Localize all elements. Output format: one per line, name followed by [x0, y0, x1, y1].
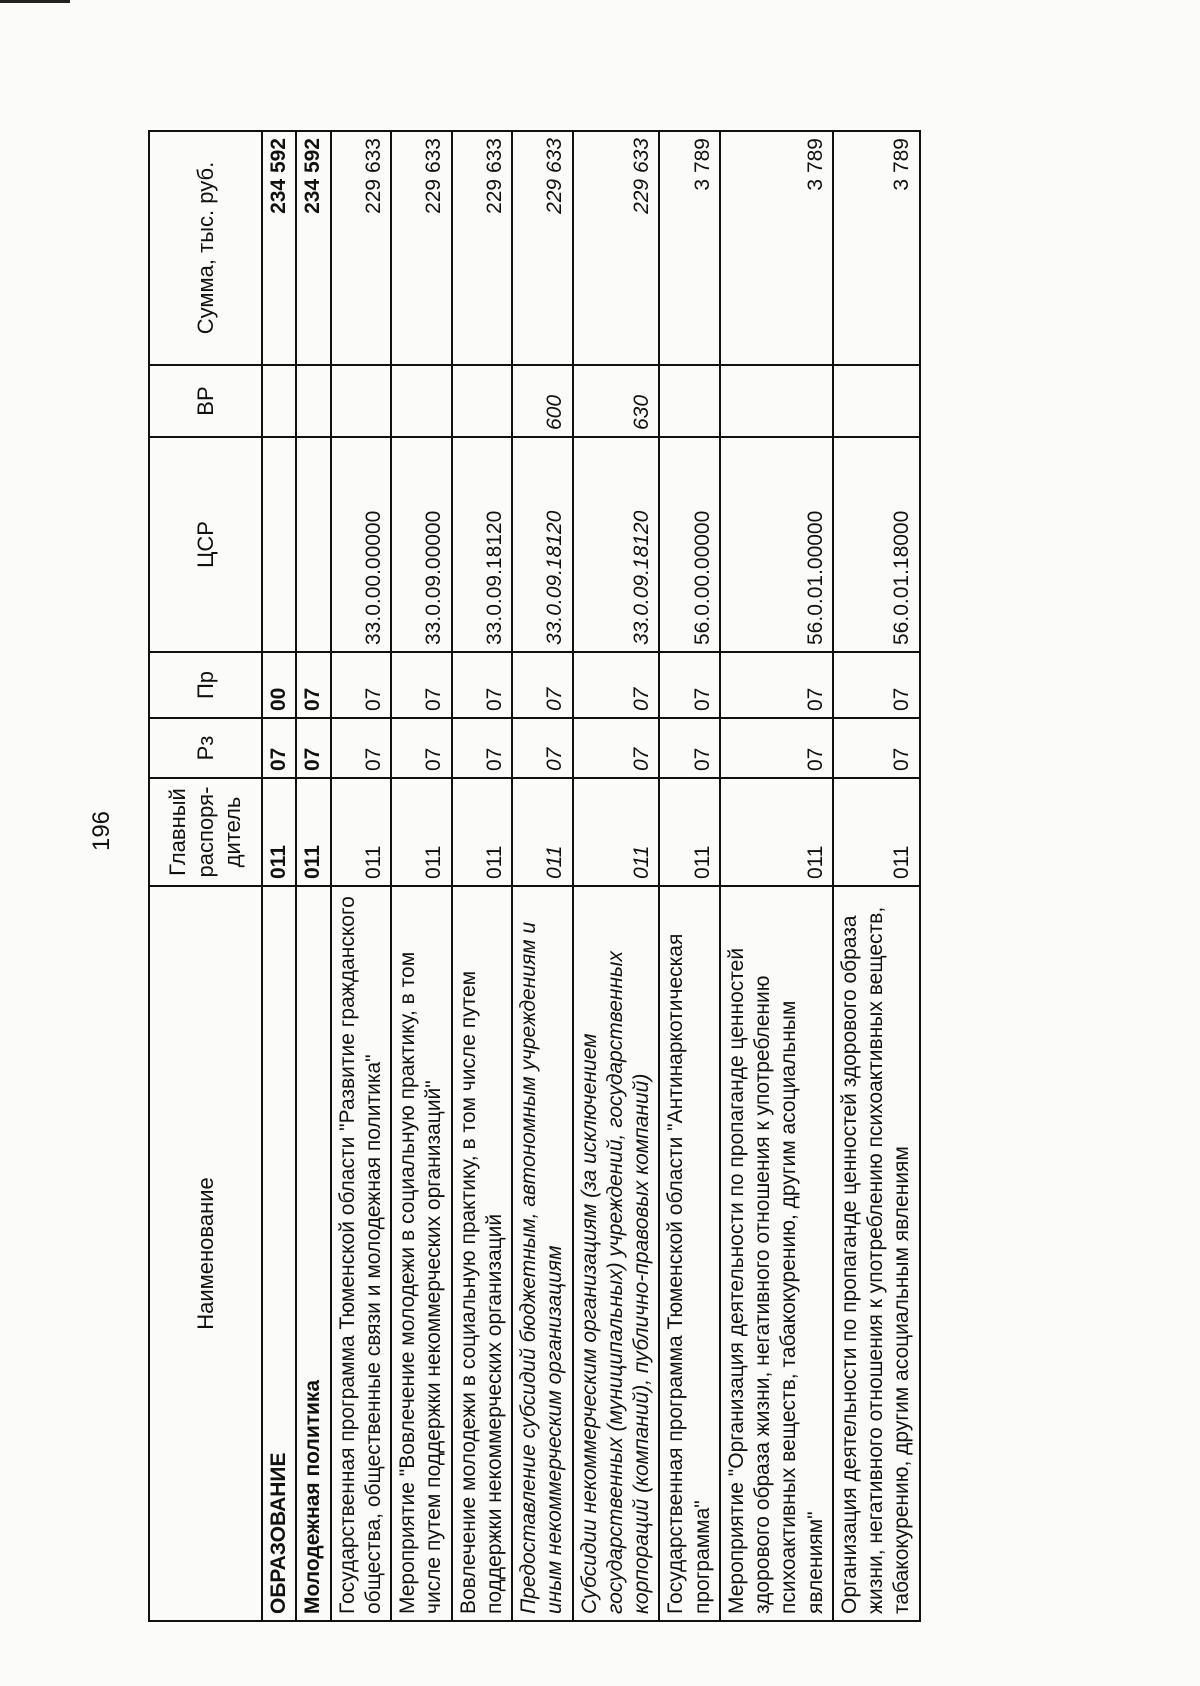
header-pr: Пр	[149, 652, 262, 718]
row-chief: 011	[452, 778, 513, 886]
row-rz: 07	[573, 718, 660, 778]
row-sum: 229 633	[331, 131, 392, 365]
row-sum: 234 592	[296, 131, 330, 365]
row-pr: 00	[262, 652, 296, 718]
row-name: Вовлечение молодежи в социальную практику, в том числе путем поддержки некоммерческих организаций	[452, 886, 513, 1621]
table-row	[573, 131, 660, 1621]
row-chief: 011	[720, 778, 833, 886]
row-name: Государственная программа Тюменской области "Антинаркотическая программа"	[659, 886, 720, 1621]
row-rz: 07	[262, 718, 296, 778]
header-rz: Рз	[149, 718, 262, 778]
header-csr: ЦСР	[149, 437, 262, 652]
row-pr: 07	[331, 652, 392, 718]
row-csr	[296, 437, 330, 652]
row-pr: 07	[573, 652, 660, 718]
row-vr	[391, 365, 452, 437]
table-row	[296, 131, 330, 1621]
row-rz: 07	[833, 718, 920, 778]
row-csr: 56.0.01.18000	[833, 437, 920, 652]
row-vr: 600	[512, 365, 573, 437]
table-row	[331, 131, 392, 1621]
row-rz: 07	[659, 718, 720, 778]
row-pr: 07	[512, 652, 573, 718]
row-name: Организация деятельности по пропаганде ценностей здорового образа жизни, негативного отношения к употреблению психоактивных веществ, табакокурению, другим асоциальным явлениям	[833, 886, 920, 1621]
row-rz: 07	[391, 718, 452, 778]
table-row	[720, 131, 833, 1621]
row-pr: 07	[833, 652, 920, 718]
row-chief: 011	[659, 778, 720, 886]
table-row	[452, 131, 513, 1621]
row-rz: 07	[296, 718, 330, 778]
row-csr: 33.0.09.18120	[452, 437, 513, 652]
row-name: Предоставление субсидий бюджетным, автономным учреждениям и иным некоммерческим организациям	[512, 886, 573, 1621]
header-vr: ВР	[149, 365, 262, 437]
row-name: Мероприятие "Организация деятельности по пропаганде ценностей здорового образа жизни, негативного отношения к употреблению психоактивных веществ, табакокурению, другим асоциальным явлениям"	[720, 886, 833, 1621]
row-csr: 33.0.09.18120	[573, 437, 660, 652]
row-vr: 630	[573, 365, 660, 437]
row-csr: 33.0.09.18120	[512, 437, 573, 652]
budget-table	[148, 130, 921, 1622]
row-vr	[262, 365, 296, 437]
row-name: Государственная программа Тюменской области "Развитие гражданского общества, общественные связи и молодежная политика"	[331, 886, 392, 1621]
row-vr	[659, 365, 720, 437]
row-rz: 07	[331, 718, 392, 778]
row-pr: 07	[296, 652, 330, 718]
row-sum: 229 633	[452, 131, 513, 365]
row-chief: 011	[262, 778, 296, 886]
scan-edge-mark	[0, 0, 70, 3]
row-vr	[331, 365, 392, 437]
rotated-table-container	[148, 132, 1048, 1622]
row-pr: 07	[391, 652, 452, 718]
row-sum: 234 592	[262, 131, 296, 365]
header-sum: Сумма, тыс. руб.	[149, 131, 262, 365]
row-chief: 011	[512, 778, 573, 886]
row-name: Субсидии некоммерческим организациям (за исключением государственных (муниципальных) учреждений, государственных корпораций (компаний), публично-правовых компаний)	[573, 886, 660, 1621]
table-row	[659, 131, 720, 1621]
row-pr: 07	[452, 652, 513, 718]
row-csr: 56.0.01.00000	[720, 437, 833, 652]
row-vr	[833, 365, 920, 437]
row-pr: 07	[720, 652, 833, 718]
table-header-row	[149, 131, 262, 1621]
page-number: 196	[88, 810, 116, 852]
row-vr	[296, 365, 330, 437]
header-chief: Главный распоря-дитель	[149, 778, 262, 886]
row-sum: 3 789	[720, 131, 833, 365]
row-rz: 07	[720, 718, 833, 778]
row-name: Молодежная политика	[296, 886, 330, 1621]
row-csr: 33.0.09.00000	[391, 437, 452, 652]
row-sum: 229 633	[391, 131, 452, 365]
row-chief: 011	[833, 778, 920, 886]
row-chief: 011	[573, 778, 660, 886]
row-sum: 229 633	[573, 131, 660, 365]
row-name: ОБРАЗОВАНИЕ	[262, 886, 296, 1621]
row-name: Мероприятие "Вовлечение молодежи в социальную практику, в том числе путем поддержки некоммерческих организаций"	[391, 886, 452, 1621]
row-vr	[452, 365, 513, 437]
table-row	[512, 131, 573, 1621]
row-rz: 07	[452, 718, 513, 778]
table-row	[391, 131, 452, 1621]
row-chief: 011	[296, 778, 330, 886]
row-csr: 33.0.00.00000	[331, 437, 392, 652]
row-rz: 07	[512, 718, 573, 778]
table-row	[262, 131, 296, 1621]
row-pr: 07	[659, 652, 720, 718]
header-name: Наименование	[149, 886, 262, 1621]
row-csr: 56.0.00.00000	[659, 437, 720, 652]
row-csr	[262, 437, 296, 652]
row-chief: 011	[391, 778, 452, 886]
table-row	[833, 131, 920, 1621]
row-sum: 3 789	[659, 131, 720, 365]
row-vr	[720, 365, 833, 437]
row-sum: 229 633	[512, 131, 573, 365]
row-chief: 011	[331, 778, 392, 886]
row-sum: 3 789	[833, 131, 920, 365]
